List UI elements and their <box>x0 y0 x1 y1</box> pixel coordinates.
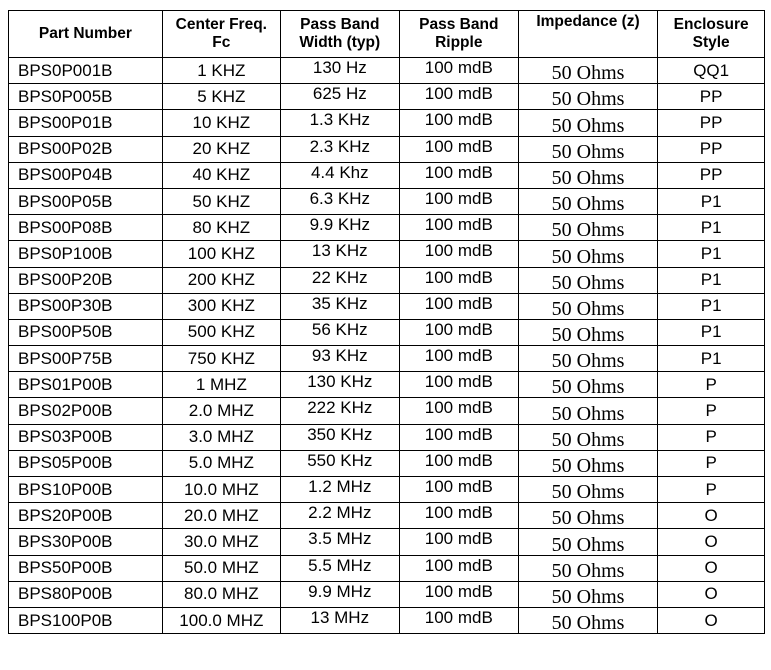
part-number-cell: BPS30P00B <box>9 529 163 555</box>
part-number-cell: BPS00P30B <box>9 293 163 319</box>
pass-band-ripple-cell: 100 mdB <box>399 58 518 84</box>
part-number-cell: BPS00P20B <box>9 267 163 293</box>
pass-band-width-cell: 35 KHz <box>280 293 399 319</box>
pass-band-ripple-cell: 100 mdB <box>399 477 518 503</box>
pass-band-ripple-cell: 100 mdB <box>399 503 518 529</box>
impedance-cell: 50 Ohms <box>518 215 658 241</box>
pass-band-ripple-cell: 100 mdB <box>399 84 518 110</box>
table-row <box>9 581 765 607</box>
enclosure-style-cell: P <box>658 424 765 450</box>
pass-band-ripple-cell: 100 mdB <box>399 267 518 293</box>
pass-band-width-cell: 130 Hz <box>280 58 399 84</box>
enclosure-style-cell: PP <box>658 84 765 110</box>
table-row <box>9 477 765 503</box>
enclosure-style-cell: P <box>658 372 765 398</box>
part-number-cell: BPS05P00B <box>9 450 163 476</box>
pass-band-width-cell: 550 KHz <box>280 450 399 476</box>
header-center-freq: Center Freq. Fc <box>162 11 280 58</box>
header-pass-band-ripple: Pass Band Ripple <box>399 11 518 58</box>
table-row <box>9 346 765 372</box>
impedance-cell: 50 Ohms <box>518 450 658 476</box>
part-number-cell: BPS80P00B <box>9 581 163 607</box>
part-number-cell: BPS0P001B <box>9 58 163 84</box>
pass-band-ripple-cell: 100 mdB <box>399 581 518 607</box>
impedance-cell: 50 Ohms <box>518 581 658 607</box>
table-row <box>9 58 765 84</box>
enclosure-style-cell: O <box>658 503 765 529</box>
impedance-cell: 50 Ohms <box>518 136 658 162</box>
enclosure-style-cell: O <box>658 607 765 633</box>
center-freq-cell: 2.0 MHZ <box>162 398 280 424</box>
pass-band-ripple-cell: 100 mdB <box>399 450 518 476</box>
center-freq-cell: 1 MHZ <box>162 372 280 398</box>
part-number-cell: BPS00P02B <box>9 136 163 162</box>
pass-band-width-cell: 22 KHz <box>280 267 399 293</box>
part-number-cell: BPS00P04B <box>9 162 163 188</box>
impedance-cell: 50 Ohms <box>518 372 658 398</box>
pass-band-width-cell: 13 KHz <box>280 241 399 267</box>
enclosure-style-cell: P <box>658 477 765 503</box>
table-row <box>9 529 765 555</box>
part-number-cell: BPS00P01B <box>9 110 163 136</box>
part-number-cell: BPS00P08B <box>9 215 163 241</box>
part-number-cell: BPS02P00B <box>9 398 163 424</box>
enclosure-style-cell: P1 <box>658 267 765 293</box>
center-freq-cell: 50.0 MHZ <box>162 555 280 581</box>
enclosure-style-cell: P1 <box>658 319 765 345</box>
part-number-cell: BPS03P00B <box>9 424 163 450</box>
enclosure-style-cell: QQ1 <box>658 58 765 84</box>
enclosure-style-cell: PP <box>658 110 765 136</box>
impedance-cell: 50 Ohms <box>518 529 658 555</box>
table-row <box>9 503 765 529</box>
pass-band-width-cell: 2.2 MHz <box>280 503 399 529</box>
pass-band-width-cell: 3.5 MHz <box>280 529 399 555</box>
impedance-cell: 50 Ohms <box>518 346 658 372</box>
pass-band-ripple-cell: 100 mdB <box>399 607 518 633</box>
enclosure-style-cell: O <box>658 529 765 555</box>
table-row <box>9 110 765 136</box>
impedance-cell: 50 Ohms <box>518 58 658 84</box>
header-row <box>9 11 765 58</box>
enclosure-style-cell: P <box>658 398 765 424</box>
enclosure-style-cell: PP <box>658 162 765 188</box>
table-row <box>9 293 765 319</box>
filter-spec-table <box>8 10 765 634</box>
part-number-cell: BPS00P75B <box>9 346 163 372</box>
pass-band-width-cell: 222 KHz <box>280 398 399 424</box>
impedance-cell: 50 Ohms <box>518 162 658 188</box>
part-number-cell: BPS00P05B <box>9 188 163 214</box>
enclosure-style-cell: PP <box>658 136 765 162</box>
part-number-cell: BPS00P50B <box>9 319 163 345</box>
header-impedance: Impedance (z) <box>518 11 658 58</box>
table-row <box>9 84 765 110</box>
pass-band-ripple-cell: 100 mdB <box>399 319 518 345</box>
center-freq-cell: 5 KHZ <box>162 84 280 110</box>
center-freq-cell: 50 KHZ <box>162 188 280 214</box>
impedance-cell: 50 Ohms <box>518 477 658 503</box>
pass-band-ripple-cell: 100 mdB <box>399 346 518 372</box>
pass-band-width-cell: 350 KHz <box>280 424 399 450</box>
center-freq-cell: 10.0 MHZ <box>162 477 280 503</box>
center-freq-cell: 5.0 MHZ <box>162 450 280 476</box>
part-number-cell: BPS100P0B <box>9 607 163 633</box>
table-row <box>9 241 765 267</box>
pass-band-width-cell: 130 KHz <box>280 372 399 398</box>
table-row <box>9 136 765 162</box>
pass-band-ripple-cell: 100 mdB <box>399 241 518 267</box>
header-part-number: Part Number <box>9 11 163 58</box>
part-number-cell: BPS50P00B <box>9 555 163 581</box>
center-freq-cell: 1 KHZ <box>162 58 280 84</box>
pass-band-width-cell: 2.3 KHz <box>280 136 399 162</box>
pass-band-ripple-cell: 100 mdB <box>399 215 518 241</box>
center-freq-cell: 500 KHZ <box>162 319 280 345</box>
enclosure-style-cell: P1 <box>658 241 765 267</box>
enclosure-style-cell: P1 <box>658 346 765 372</box>
impedance-cell: 50 Ohms <box>518 398 658 424</box>
center-freq-cell: 3.0 MHZ <box>162 424 280 450</box>
enclosure-style-cell: P1 <box>658 188 765 214</box>
impedance-cell: 50 Ohms <box>518 503 658 529</box>
part-number-cell: BPS10P00B <box>9 477 163 503</box>
table-row <box>9 555 765 581</box>
table-row <box>9 607 765 633</box>
table-row <box>9 398 765 424</box>
table-row <box>9 215 765 241</box>
pass-band-ripple-cell: 100 mdB <box>399 424 518 450</box>
table-row <box>9 424 765 450</box>
impedance-cell: 50 Ohms <box>518 188 658 214</box>
pass-band-width-cell: 625 Hz <box>280 84 399 110</box>
table-row <box>9 267 765 293</box>
impedance-cell: 50 Ohms <box>518 110 658 136</box>
pass-band-width-cell: 1.2 MHz <box>280 477 399 503</box>
impedance-cell: 50 Ohms <box>518 84 658 110</box>
enclosure-style-cell: O <box>658 581 765 607</box>
impedance-cell: 50 Ohms <box>518 424 658 450</box>
impedance-cell: 50 Ohms <box>518 241 658 267</box>
header-pass-band-width: Pass Band Width (typ) <box>280 11 399 58</box>
pass-band-width-cell: 1.3 KHz <box>280 110 399 136</box>
part-number-cell: BPS0P100B <box>9 241 163 267</box>
impedance-cell: 50 Ohms <box>518 319 658 345</box>
pass-band-ripple-cell: 100 mdB <box>399 372 518 398</box>
pass-band-width-cell: 9.9 KHz <box>280 215 399 241</box>
pass-band-ripple-cell: 100 mdB <box>399 293 518 319</box>
impedance-cell: 50 Ohms <box>518 555 658 581</box>
center-freq-cell: 30.0 MHZ <box>162 529 280 555</box>
enclosure-style-cell: P1 <box>658 293 765 319</box>
center-freq-cell: 10 KHZ <box>162 110 280 136</box>
table-body <box>9 58 765 634</box>
center-freq-cell: 300 KHZ <box>162 293 280 319</box>
center-freq-cell: 200 KHZ <box>162 267 280 293</box>
pass-band-ripple-cell: 100 mdB <box>399 398 518 424</box>
enclosure-style-cell: O <box>658 555 765 581</box>
part-number-cell: BPS20P00B <box>9 503 163 529</box>
center-freq-cell: 20 KHZ <box>162 136 280 162</box>
impedance-cell: 50 Ohms <box>518 267 658 293</box>
impedance-cell: 50 Ohms <box>518 607 658 633</box>
pass-band-width-cell: 4.4 Khz <box>280 162 399 188</box>
pass-band-width-cell: 9.9 MHz <box>280 581 399 607</box>
center-freq-cell: 750 KHZ <box>162 346 280 372</box>
enclosure-style-cell: P1 <box>658 215 765 241</box>
pass-band-ripple-cell: 100 mdB <box>399 555 518 581</box>
pass-band-width-cell: 13 MHz <box>280 607 399 633</box>
center-freq-cell: 80 KHZ <box>162 215 280 241</box>
center-freq-cell: 100.0 MHZ <box>162 607 280 633</box>
header-enclosure-style: Enclosure Style <box>658 11 765 58</box>
pass-band-width-cell: 56 KHz <box>280 319 399 345</box>
pass-band-ripple-cell: 100 mdB <box>399 162 518 188</box>
table-header <box>9 11 765 58</box>
table-row <box>9 319 765 345</box>
center-freq-cell: 40 KHZ <box>162 162 280 188</box>
pass-band-ripple-cell: 100 mdB <box>399 188 518 214</box>
table-row <box>9 162 765 188</box>
center-freq-cell: 100 KHZ <box>162 241 280 267</box>
pass-band-width-cell: 6.3 KHz <box>280 188 399 214</box>
pass-band-width-cell: 5.5 MHz <box>280 555 399 581</box>
table-row <box>9 188 765 214</box>
part-number-cell: BPS0P005B <box>9 84 163 110</box>
center-freq-cell: 20.0 MHZ <box>162 503 280 529</box>
center-freq-cell: 80.0 MHZ <box>162 581 280 607</box>
table-row <box>9 372 765 398</box>
pass-band-ripple-cell: 100 mdB <box>399 136 518 162</box>
pass-band-width-cell: 93 KHz <box>280 346 399 372</box>
table-row <box>9 450 765 476</box>
enclosure-style-cell: P <box>658 450 765 476</box>
part-number-cell: BPS01P00B <box>9 372 163 398</box>
impedance-cell: 50 Ohms <box>518 293 658 319</box>
pass-band-ripple-cell: 100 mdB <box>399 110 518 136</box>
pass-band-ripple-cell: 100 mdB <box>399 529 518 555</box>
